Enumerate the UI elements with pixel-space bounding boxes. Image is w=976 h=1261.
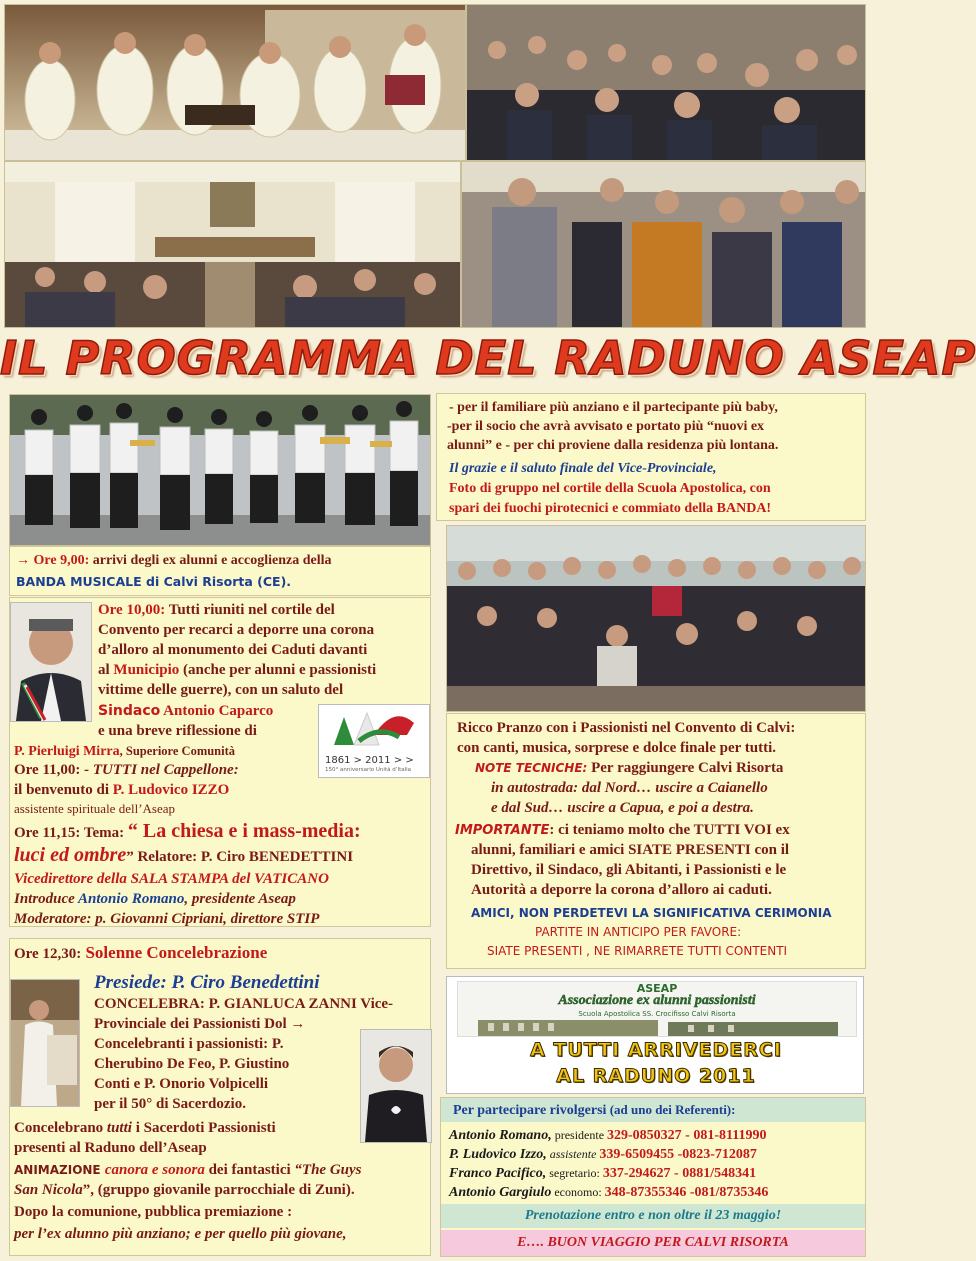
contact-name: Franco Pacifico, [449, 1166, 547, 1181]
contact-role: segretario: [546, 1166, 603, 1180]
photo-priest [10, 979, 80, 1107]
photo-mass-altar [4, 4, 466, 161]
ore1115-line-1 [14, 822, 361, 843]
ore1115-line-4 [14, 890, 296, 909]
buon-viaggio-text: E…. BUON VIAGGIO PER CALVI RISORTA [517, 1235, 789, 1250]
pranzo-amici: AMICI, NON PERDETEVI LA SIGNIFICATIVA CERIMONIA [471, 906, 832, 920]
contact-phone: 348-87355346 -081/8735346 [604, 1185, 769, 1200]
ore10-caparco: Antonio Caparco [160, 703, 274, 719]
ore1115-tema2: luci ed ombre [14, 844, 127, 866]
ore1230-line-8 [14, 1119, 276, 1138]
contact-row [449, 1164, 756, 1183]
pranzo-line-1 [457, 719, 795, 738]
photo-young-man [360, 1029, 432, 1143]
contact-phone: 339-6509455 -0823-712087 [599, 1147, 757, 1162]
ore1230-anim-c: dei fantastici [204, 1162, 295, 1178]
pranzo-line-5: e dal Sud… uscire a Capua, e poi a destra. [491, 800, 754, 816]
pranzo-imp-text: : ci teniamo molto che TUTTI VOI ex [549, 822, 790, 838]
pranzo-line-9: Autorità a deporre la corona d’alloro ai caduti. [471, 882, 772, 898]
contact-row [449, 1183, 768, 1202]
ore10-text: Tutti riuniti nel cortile del [165, 602, 335, 618]
ore1230-presiede: Presiede: P. Ciro Benedettini [94, 972, 320, 993]
ore10-line4c: (anche per alunni e passionisti [179, 662, 377, 678]
ore10-sindaco: Sindaco [98, 703, 161, 719]
arrivederci-line-1: A TUTTI ARRIVEDERCI [530, 1039, 782, 1061]
contact-row [449, 1145, 757, 1164]
contacts-box [440, 1097, 866, 1257]
arrivederci-line-2: AL RADUNO 2011 [556, 1065, 756, 1087]
photo-marching-band [9, 394, 431, 546]
ore1230-text: Solenne Concelebrazione [81, 943, 268, 962]
ore1230-sacerdoti: i Sacerdoti Passionisti [131, 1120, 276, 1136]
unita-logo-label: 1861 > 2011 > > [325, 755, 414, 766]
ore9-time: → Ore 9,00: [16, 553, 90, 568]
aseap-logo [457, 981, 857, 1037]
ore1230-tutti: tutti [106, 1120, 132, 1136]
ore1115-line-5: Moderatore: p. Giovanni Cipriani, direttore STIP [14, 911, 320, 927]
ore10-line-4 [98, 661, 376, 680]
ore1230-line-4: Concelebranti i passionisti: P. [94, 1036, 284, 1052]
ore1230-line-9: presenti al Raduno dell’Aseap [14, 1140, 207, 1156]
closing-line-2: -per il socio che avrà avvisato e portato più “nuovi ex [447, 419, 765, 434]
ore1230-line-11 [14, 1181, 355, 1200]
schedule-box-1 [9, 546, 431, 596]
ore11-text: - TUTTI nel Cappellone: [80, 762, 239, 778]
pranzo-note-tecniche [475, 759, 783, 778]
aseap-logo-sub2: Scuola Apostolica SS. Crocifisso Calvi Risorta [578, 1010, 736, 1018]
photo-group [446, 525, 866, 712]
ore11-izzo: P. Ludovico IZZO [112, 782, 230, 798]
contact-role: economo: [551, 1185, 605, 1199]
unita-logo-sub: 150° anniversario Unità d’Italia [325, 767, 412, 773]
arrivederci-box [446, 976, 864, 1094]
aseap-logo-sub: Associazione ex alunni passionisti [558, 993, 756, 1008]
ore10-line-2: Convento per recarci a deporre una corona [98, 622, 375, 638]
unita-italia-logo [318, 704, 430, 778]
aseap-logo-name: ASEAP [636, 982, 678, 995]
closing-line-1: - per il familiare più anziano e il partecipante più baby, [449, 400, 778, 415]
ore1230-san-nicola: San Nicola [14, 1182, 83, 1198]
pranzo-line-7: alunni, familiari e amici SIATE PRESENTI con il [471, 842, 790, 858]
ore1230-anim-a: ANIMAZIONE [14, 1163, 105, 1177]
photo-audience-1 [466, 4, 866, 161]
ore1230-animazione [14, 1161, 362, 1180]
photo-church-interior [4, 161, 461, 328]
contacts-header-a: Per partecipare rivolgersi [453, 1103, 607, 1118]
photo-audience-2 [461, 161, 866, 328]
ore1115-label: : Tema: [75, 825, 128, 841]
convent-illustration [458, 1018, 856, 1036]
ore1230-anim-d: “The Guys [294, 1162, 362, 1178]
ore9-line-2: BANDA MUSICALE di Calvi Risorta (CE). [16, 574, 292, 589]
contact-phone: 337-294627 - 0881/548341 [602, 1166, 757, 1181]
closing-line-3: alunni” e - per chi proviene dalla residenza più lontana. [447, 438, 779, 453]
ore10-line-1 [98, 601, 335, 620]
ore1230-line-12: Dopo la comunione, pubblica premiazione : [14, 1204, 293, 1220]
ore11-benvenuto: il benvenuto di [14, 782, 113, 798]
contact-row [449, 1126, 766, 1145]
ore10-mirra: P. Pierluigi Mirra [14, 744, 120, 759]
lunch-info-box [446, 713, 866, 969]
ore10-line-7: e una breve riflessione di [98, 723, 257, 739]
schedule-box-2 [9, 597, 431, 927]
ore9-line [16, 552, 332, 570]
pranzo-imp-label: IMPORTANTE [455, 823, 550, 838]
ore9-text: arrivi degli ex alunni e accoglienza della [89, 553, 332, 568]
pranzo-line-8: Direttivo, il Sindaco, gli Abitanti, i Passionisti e le [471, 862, 787, 878]
ore1115-tema1: “ La chiesa e i mass-media: [127, 820, 361, 842]
contact-role: assistente [546, 1147, 600, 1161]
pranzo-line-2: con canti, musica, sorprese e dolce finale per tutti. [457, 740, 776, 756]
ore10-line-6 [98, 702, 273, 721]
ore1115-relatore: ” Relatore: P. Ciro BENEDETTINI [126, 849, 354, 865]
page-title: IL PROGRAMMA DEL RADUNO ASEAP [0, 331, 976, 385]
ore1115-romano: Antonio Romano [78, 891, 185, 907]
ore10-line-3: d’alloro al monumento dei Caduti davanti [98, 642, 368, 658]
ore1230-line-3: Provinciale dei Passionisti Dol → [94, 1016, 306, 1032]
contact-role: presidente [551, 1128, 608, 1142]
pranzo-importante [455, 821, 790, 840]
ore1230-line-13: per l’ex alunno più anziano; e per quello più giovane, [14, 1226, 347, 1242]
contact-name: P. Ludovico Izzo, [449, 1147, 547, 1162]
ore1230-line-1 [14, 943, 267, 964]
ore11-time: Ore 11,00: [14, 762, 81, 778]
ore1115-presidente: , presidente Aseap [184, 891, 296, 907]
contacts-header-b: (ad uno dei Referenti): [606, 1102, 736, 1117]
pranzo-nt-text: Per raggiungere Calvi Risorta [587, 760, 784, 776]
closing-line-5: Foto di gruppo nel cortile della Scuola Apostolica, con [449, 481, 771, 496]
ore10-line-8 [14, 742, 235, 761]
ore1230-concelebra: CONCELEBRA: P. GIANLUCA ZANNI Vice- [94, 996, 394, 1012]
pranzo-convento: con i Passionisti nel Convento di Calvi: [542, 720, 796, 736]
closing-info-box [436, 393, 866, 521]
ore1230-gruppo: ”, (gruppo giovanile parrocchiale di Zuni). [82, 1182, 355, 1198]
ore1115-introduce: Introduce [14, 891, 79, 907]
ore1230-line-5: Cherubino De Feo, P. Giustino [94, 1056, 290, 1072]
ore11-line-2 [14, 781, 229, 800]
ore1115-time: Ore 11,15 [14, 825, 76, 841]
ore1230-line-7: per il 50° di Sacerdozio. [94, 1096, 246, 1112]
ore1230-time: Ore 12,30: [14, 946, 82, 962]
ore1230-line-6: Conti e P. Onorio Volpicelli [94, 1076, 269, 1092]
ore10-superiore: , Superiore Comunità [119, 744, 236, 758]
closing-line-6: spari dei fuochi pirotecnici e commiato della BANDA! [449, 501, 772, 516]
contact-name: Antonio Romano, [449, 1128, 552, 1143]
closing-line-4: Il grazie e il saluto finale del Vice-Provinciale, [449, 461, 717, 476]
ore10-line-5: vittime delle guerre), con un saluto del [98, 682, 344, 698]
ore11-line-1 [14, 761, 239, 780]
ore10-municipio: Municipio [113, 662, 180, 678]
pranzo-siate: SIATE PRESENTI , NE RIMARRETE TUTTI CONTENTI [487, 944, 788, 958]
schedule-box-3 [9, 938, 431, 1256]
contacts-header [453, 1102, 735, 1119]
contact-name: Antonio Gargiulo [449, 1185, 552, 1200]
ore1115-line-3: Vicedirettore della SALA STAMPA del VATICANO [14, 871, 329, 887]
pranzo-partite: PARTITE IN ANTICIPO PER FAVORE: [535, 925, 742, 939]
ore11-line-3: assistente spirituale dell’Aseap [14, 801, 176, 816]
pranzo-line-4: in autostrada: dal Nord… uscire a Caianello [491, 780, 768, 796]
contact-phone: 329-0850327 - 081-8111990 [607, 1128, 767, 1143]
photo-mayor [10, 602, 92, 722]
pranzo-ricco: Ricco Pranzo [457, 720, 543, 736]
ore10-time: Ore 10,00: [98, 602, 166, 618]
ore1230-concelebrano: Concelebrano [14, 1120, 107, 1136]
pranzo-nt-label: NOTE TECNICHE: [475, 761, 588, 775]
ore1230-anim-b: canora e sonora [104, 1162, 205, 1178]
prenotazione-text: Prenotazione entro e non oltre il 23 maggio! [524, 1208, 782, 1223]
ore1115-line-2 [14, 846, 353, 867]
ore10-al: al [98, 662, 114, 678]
